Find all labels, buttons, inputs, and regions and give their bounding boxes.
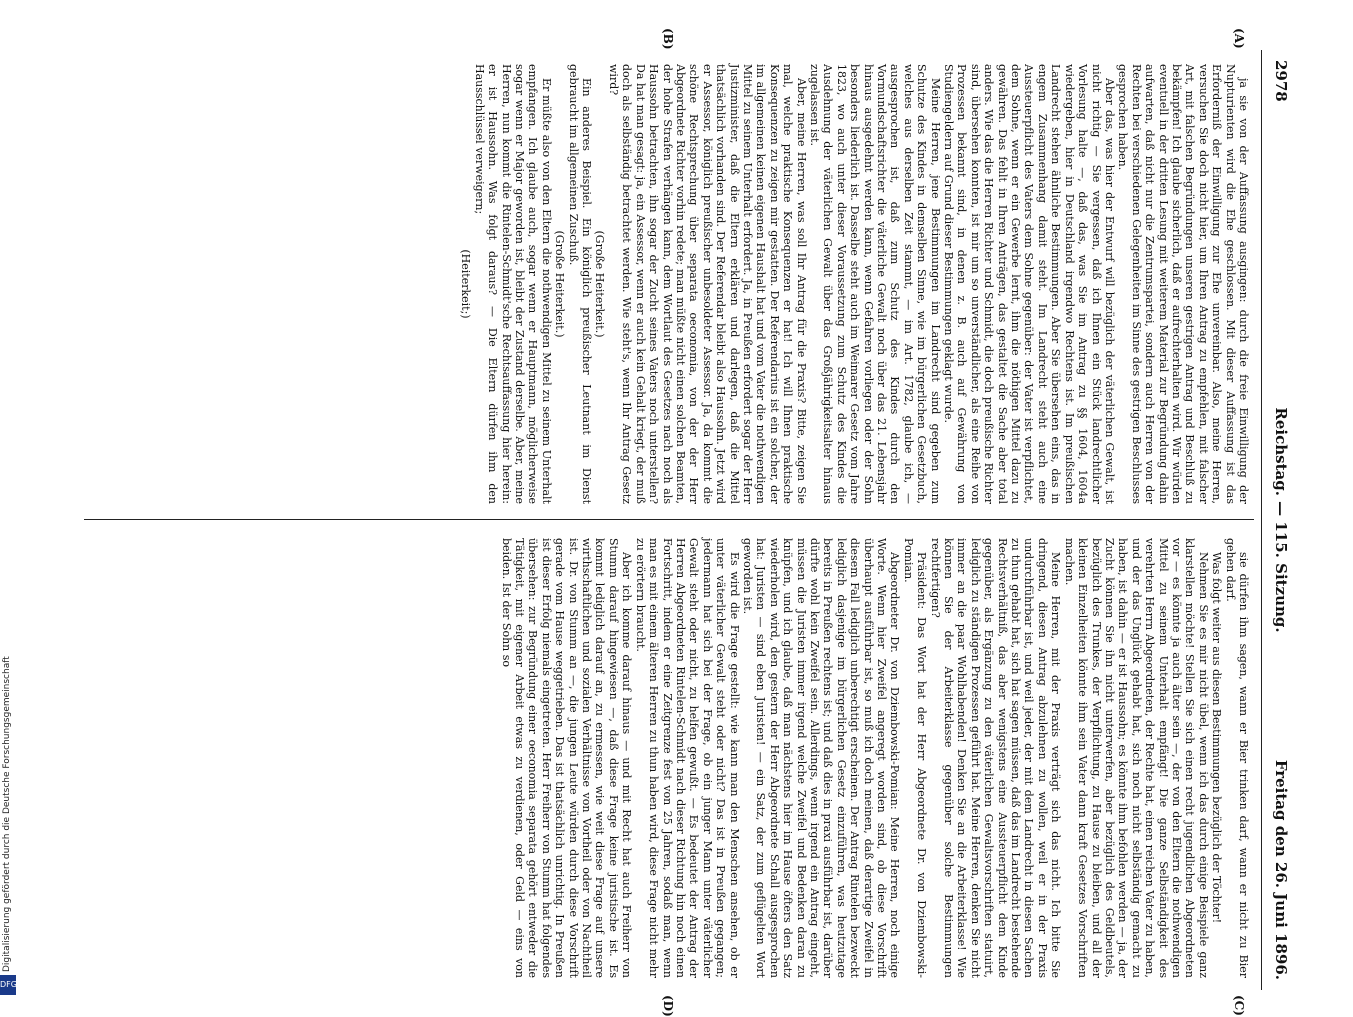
left-column [459,64,1250,504]
rotated-page [80,28,1290,1017]
paragraph: Nehmen Sie es mir nicht übel, wenn ich das durch einige Beispiele ganz klarstellen möchte! Stellen Sie sich einen recht jugendlichen Abgeordneten vor — es könnte ja auch älter sein —, der von den Eltern die nothwendigen Mittel zu seinem Unterhalt empfängt! Die ganze Selbständigkeit des verehrten Herrn Abgeordneten, der Rechte hat, einen reichen Vater zu haben, und der das Unglück gehabt hat, sich noch nicht selbständig gemacht zu haben, ist dahin — er ist Haussohn; es könnte ihm befohlen werden — ja, der Zucht können Sie ihn nicht unterwerfen, aber bezüglich des Geldbeutels, bezüglich des Trunkes, der Verpflichtung, zu Hause zu bleiben, und all der kleinen Einzelheiten könnte ihm sein Vater dann kraft Gesetzes Vorschriften machen. [1062,538,1210,978]
paragraph: Aber, meine Herren, was soll Ihr Antrag für die Praxis? Bitte, zeigen Sie mal, welche praktische Konsequenzen er hat! Ich will Ihnen praktische Konsequenzen zu zeigen mir gestatten. Der Referendarius ist ein solcher, der im allgemeinen keinen eigenen Haushalt hat und vom Vater die nothwendigen Mittel zu seinem Unterhalt erfordert. Ja, in Preußen erfordert sogar der Herr Justizminister, daß die Eltern erklären und darlegen, daß die Mittel thatsächlich vorhanden sind. Der Referendar bleibt also Haussohn. Jetzt wird er Assessor, königlich preußischer unbesoldeter Assessor. Ja, da kommt die schöne Rechtsprechung über separata oeconomia, von der der Herr Abgeordnete Richter vorhin redete; man müßte nicht einen solchen Beamten, der hohe Strafen verhängen kann, dem Wortlaut des Gesetzes nach noch als Haussohn betrachten, ihn sogar der Zucht seines Vaters noch unterstellen? Da hat man gesagt: ja, ein Assessor, wenn er auch kein Gehalt kriegt, der muß doch als selbständig betrachtet werden. Wie steht's, wenn Ihr Antrag Gesetz wird? [606,64,808,504]
paragraph: Meine Herren, jene Bestimmungen im Landrecht sind gegeben zum Schutze des Kindes in demselben Sinne, wie im bürgerlichen Gesetzbuch, welches aus derselben Zeit stammt, — im Art. 1782, glaube ich, — ausgesprochen ist, daß zum Schutz des Kindes durch den Vormundschaftsrichter die väterliche Gewalt noch über das 21. Lebensjahr hinaus ausgedehnt werden kann, wenn Gefahren vorliegen oder der Sohn besonders liederlich ist. Dasselbe steht auch im Weimarer Gesetz vom Jahre 1823, wo auch unter dieser Voraussetzung zum Schutz des Kindes die Ausdehnung der väterlichen Gewalt über das Großjährigkeitsalter hinaus zugelassen ist. [808,64,942,504]
paragraph: Aber ich komme darauf hinaus — und mit Recht hat auch Freiherr von Stumm darauf hingewiesen —, daß diese Frage keine juristische ist. Es kommt lediglich darauf an, zu ermessen, wie weit diese Frage auf unsere wirthschaftlichen und sozialen Verhältnisse von Vortheil oder von Nachtheil ist. Dr. von Stumm an —, die jungen Leute würden durch diese Vorschrift gerade vom Hause weggetrieben. Das ist thatsächlich unrichtig. In Preußen ist dieser Erfolg niemals eingetreten. Herr Freiherr von Stumm hat folgendes übersehen: zur Begründung einer oeconomia separata gehört entweder die Tätigkeit, mit eigener Arbeit etwas zu verdienen, oder Geld — eins von beiden. Ist der Sohn so [499,538,634,978]
paragraph: Präsident: Das Wort hat der Herr Abgeordnete Dr. von Dziembowski-Pomian. [901,538,929,978]
paragraph: sie dürfen ihm sagen, wann er Bier trinken darf, wann er nicht zu Bier gehen darf. [1223,538,1250,978]
paragraph: Meine Herren, mit der Praxis verträgt sich das nicht. Ich bitte Sie dringend, diesen Antrag abzulehnen zu wollen, weil er in der Praxis undurchführbar ist, und weil jeder, der mit dem Landrecht in diesen Sachen zu thun gehabt hat, sich hat sagen müssen, daß das im Landrecht bestehende Rechtsverhältniß, das aber wenigstens eine Aussteuerpflicht dem Kinde gegenüber, als Ergänzung zu den väterlichen Gewaltsvorschriften statuirt, lediglich zu ständigen Prozessen geführt hat. Meine Herren, denken Sie nicht immer an die paar Wohlhabenden! Denken Sie an die Arbeiterklasse! Wie können Sie der Arbeiterklasse gegenüber solche Bestimmungen rechtfertigen? [928,538,1063,978]
page-header [1266,50,1290,990]
paragraph: Was folgt weiter aus diesen Bestimmungen bezüglich der Töchter! [1210,552,1224,924]
column-divider [84,519,1254,520]
paragraph: Aber das, was hier der Entwurf will bezüglich der väterlichen Gewalt, ist nicht richtig — Sie vergessen, daß ich Ihnen ein Stück landrechtlicher Vorlesung halte —, daß das, was Sie im Antrag zu §§ 1604, 1604a wiedergeben, hier in Deutschland irgendwo Rechtens ist. Im preußischen Landrecht stehen ähnliche Bestimmungen. Aber Sie übersehen eins, das in engem Zusammenhang damit steht. Im Landrecht steht auch eine Aussteuerpflicht des Vaters dem Sohne gegenüber: der Vater ist verpflichtet, dem Sohne, wenn er ein Gewerbe lernt, ihm die nöthigen Mittel dazu zu gewähren. Das fehlt in Ihren Anträgen, das gestaltet die Sache aber total anders. Wie das die Herren Richter und Schmidt, die doch preußische Richter sind, übersehen konnten, ist mir um so unverständlicher, als eine Reihe von Prozessen bekannt sind, in denen z. B. auch auf Gewährung von Studiengeldern auf Grund dieser Bestimmungen geklagt wurde. [942,64,1116,504]
paragraph: (Heiterkeit;) [459,249,473,319]
dfg-logo: DFG [0,975,16,995]
paragraph: Es wird die Frage gestellt: wie kann man den Menschen ansehen, ob er unter väterlicher Gewalt steht oder nicht? Das ist in Preußen gegangen; jedermann hat sich bei der Frage, ob ein junger Mann unter väterlicher Gewalt steht oder nicht, zu helfen gewußt. — Es bedeutet der Antrag der Herren Abgeordneten Rintelen-Schmidt nach dieser Richtung hin noch einen Fortschritt, indem er eine Zeitgrenze fest von 25 Jahren, sodaß man, wenn man es mit einem älteren Herren zu thun haben wird, diese Frage nicht mehr zu erörtern braucht. [633,538,741,978]
margin-mark-b: (B) [661,28,675,50]
paragraph: (Große Heiterkeit.) [553,230,567,338]
session-date: Freitag den 26. Juni 1896. [1272,759,1290,980]
digitization-credit: Digitalisierung gefördert durch die Deutsche Forschungsgemeinschaft [2,656,12,972]
margin-mark-c: (C) [1232,995,1246,1016]
paragraph: Er müßte also von den Eltern die nothwendigen Mittel zu seinem Unterhalt empfangen. Ich glaube auch, sogar wenn er Hauptmann, möglicherweise sogar wenn er Major geworden ist, bleibt der Zustand derselbe. Aber, meine Herren, nun kommt die Rintelen-Schmidt'sche Rechtsauffassung hier herein: er ist Haussohn. Was folgt daraus? — Die Eltern dürfen ihm den Hausschlüssel verweigern; [472,64,553,504]
header-rule [1261,50,1262,990]
paragraph: ja sie von der Auffassung ausgingen: durch die freie Einwilligung der Nupturienten wird die Ehe geschlossen. Mit dieser Auffassung ist das Erforderniß der Einwilligung zur Ehe unvereinbar. Also, meine Herren, versuchen Sie doch nicht hier, um Ihren Antrag zu empfehlen, mit falscher Art, mit falschen Begründungen unseren gestrigen Antrag und Beschluß zu bekämpfen! Ich glaube sicherlich, daß er aufrechterhalten wird. Wir würden eventuell in der dritten Lesung mit weiterem Material zur Begründung dahin aufwarten, daß nicht nur die Zentrumspartei, sondern auch Herren von der Rechten bei verschiedenen Gelegenheiten im Sinne des gestrigen Beschlusses gesprochen haben. [1116,64,1250,504]
margin-mark-a: (A) [1232,28,1246,49]
paragraph: (Große Heiterkeit.) [593,230,607,338]
margin-mark-d: (D) [661,995,675,1017]
paragraph: Abgeordneter Dr. von Dziembowski-Pomian: Meine Herren, noch einige Worte. Wenn hier Zweifel angeregt worden sind, ob diese Vorschrift überhaupt ausführbar ist, so muß ich doch meinen, daß derartige Zweifel in diesem Fall lediglich unberechtigt erscheinen. Der Antrag Rintelen bezweckt lediglich dasjenige im bürgerlichen Gesetz einzuführen, was heutzutage bereits in Preußen rechtens ist; und daß dies in praxi ausführbar ist, darüber dürfte wohl kein Zweifel sein. Allerdings, wenn irgend ein Antrag eingeht, müssen die Juristen immer irgend welche Zweifel und Bedenken daran zu knüpfen, und ich glaube, daß man nächstens hier im Hause öfters den Satz wiederholen wird, den gestern der Herr Abgeordnete Schall ausgesprochen hat: Juristen — sind eben Juristen! — ein Satz, der zum geflügelten Wort geworden ist. [740,538,902,978]
paragraph: Ein anderes Beispiel. Ein königlich preußischer Leutnant im Dienst gebraucht im allgemeinen Zuschuß. [566,64,594,504]
page-number: 2978 [1272,60,1290,102]
right-column [499,538,1250,978]
session-title: Reichstag. — 115. Sitzung. [1272,407,1290,633]
